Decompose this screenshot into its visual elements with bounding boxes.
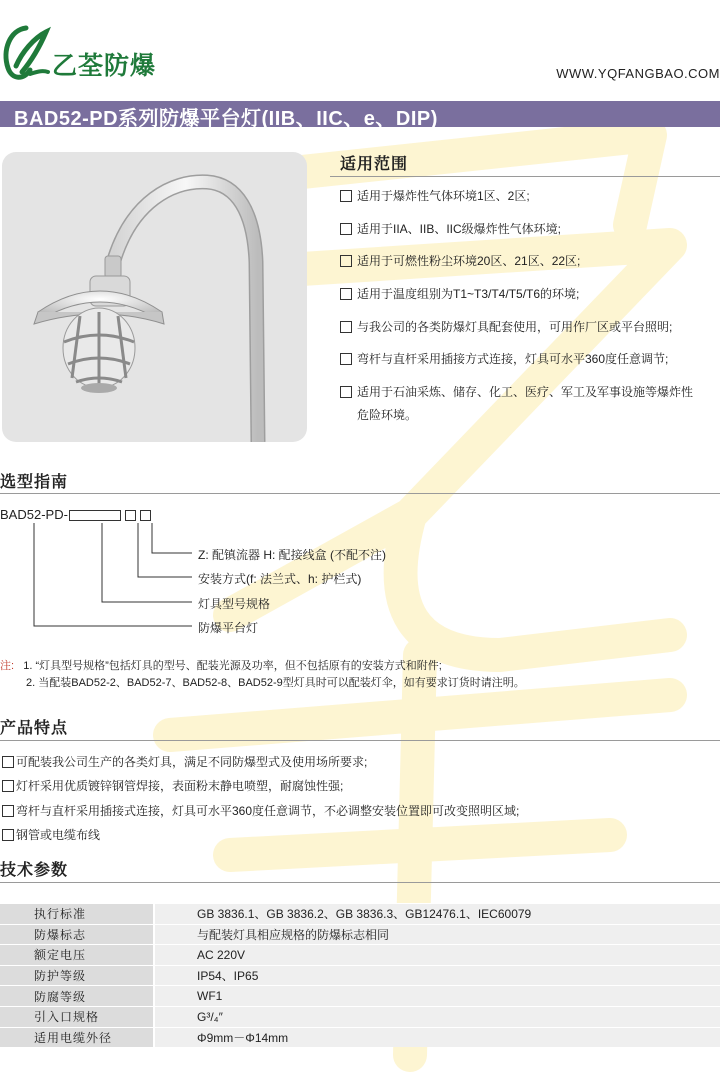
features-heading: 产品特点 (0, 720, 69, 737)
list-item: 适用于爆炸性气体环境1区、2区; (340, 188, 720, 204)
table-row: 防护等级 IP54、IP65 (0, 965, 720, 986)
list-item: 适用于可燃性粉尘环境20区、21区、22区; (340, 253, 720, 269)
specs-divider (0, 882, 720, 883)
list-item: 灯杆采用优质镀锌钢管焊接，表面粉末静电喷塑，耐腐蚀性强; (0, 778, 720, 794)
product-photo (2, 152, 307, 442)
table-row: 防爆标志 与配装灯具相应规格的防爆标志相同 (0, 924, 720, 945)
brand-name: 乙荃防爆 (52, 51, 157, 80)
platform-lamp-photo-icon (2, 152, 307, 442)
list-item: 适用于温度组别为T1~T3/T4/T5/T6的环境; (340, 286, 720, 302)
selection-divider (0, 493, 720, 494)
checkbox-icon (2, 829, 14, 841)
checkbox-icon (2, 805, 14, 817)
table-row: 防腐等级 WF1 (0, 986, 720, 1007)
notes (0, 658, 525, 692)
features-list (0, 754, 720, 851)
model-code-prefix: BAD52-PD- (0, 507, 68, 522)
model-diagram-lines (0, 520, 200, 635)
checkbox-icon (340, 321, 352, 333)
list-item: 弯杆与直杆采用插接式连接，灯具可水平360度任意调节，不必调整安装位置即可改变照明区域; (0, 803, 720, 819)
application-divider (330, 176, 720, 177)
option-label: Z: 配镇流器 H: 配接线盒 (不配不注) (198, 548, 386, 562)
page-title: BAD52-PD系列防爆平台灯(IIB、IIC、e、DIP) (14, 108, 438, 130)
list-item: 与我公司的各类防爆灯具配套使用，可用作厂区或平台照明; (340, 319, 720, 335)
spec-label: 灯具型号规格 (198, 597, 271, 611)
page-title-bar (0, 101, 720, 130)
checkbox-icon (340, 255, 352, 267)
table-row: 适用电缆外径 Φ9mm－Φ14mm (0, 1027, 720, 1047)
checkbox-icon (340, 353, 352, 365)
application-heading: 适用范围 (340, 156, 409, 173)
specs-heading: 技术参数 (0, 862, 69, 879)
checkbox-icon (340, 386, 352, 398)
brand-logo (0, 22, 52, 84)
list-item: 适用于石油采炼、储存、化工、医疗、军工及军事设施等爆炸性 危险环境。 (340, 384, 720, 423)
table-row: 执行标准 GB 3836.1、GB 3836.2、GB 3836.3、GB12476.1、IEC60079 (0, 904, 720, 925)
product-label: 防爆平台灯 (198, 621, 259, 635)
note-1: 注: 1. “灯具型号规格”包括灯具的型号、配装光源及功率，但不包括原有的安装方式和附件; (0, 660, 442, 672)
list-item: 可配装我公司生产的各类灯具，满足不同防爆型式及使用场所要求; (0, 754, 720, 770)
checkbox-icon (340, 190, 352, 202)
application-list (340, 188, 720, 440)
table-row: 引入口规格 G³/₄″ (0, 1006, 720, 1027)
logo-icon (0, 22, 52, 84)
checkbox-icon (2, 756, 14, 768)
checkbox-icon (2, 780, 14, 792)
website-url[interactable]: WWW.YQFANGBAO.COM (556, 66, 720, 81)
list-item: 弯杆与直杆采用插接方式连接，灯具可水平360度任意调节; (340, 351, 720, 367)
selection-heading: 选型指南 (0, 474, 69, 491)
note-mark: 注: (0, 660, 15, 672)
list-item-continuation: 危险环境。 (357, 408, 418, 423)
install-label: 安装方式(f: 法兰式、h: 护栏式) (198, 572, 362, 586)
list-item: 适用于IIA、IIB、IIC级爆炸性气体环境; (340, 221, 720, 237)
features-divider (0, 740, 720, 741)
table-row: 额定电压 AC 220V (0, 945, 720, 966)
spec-table (0, 903, 720, 1047)
note-2: 2. 当配装BAD52-2、BAD52-7、BAD52-8、BAD52-9型灯具时可以配装灯伞，如有要求订货时请注明。 (26, 677, 525, 689)
checkbox-icon (340, 223, 352, 235)
checkbox-icon (340, 288, 352, 300)
list-item: 钢管或电缆布线 (0, 827, 720, 843)
